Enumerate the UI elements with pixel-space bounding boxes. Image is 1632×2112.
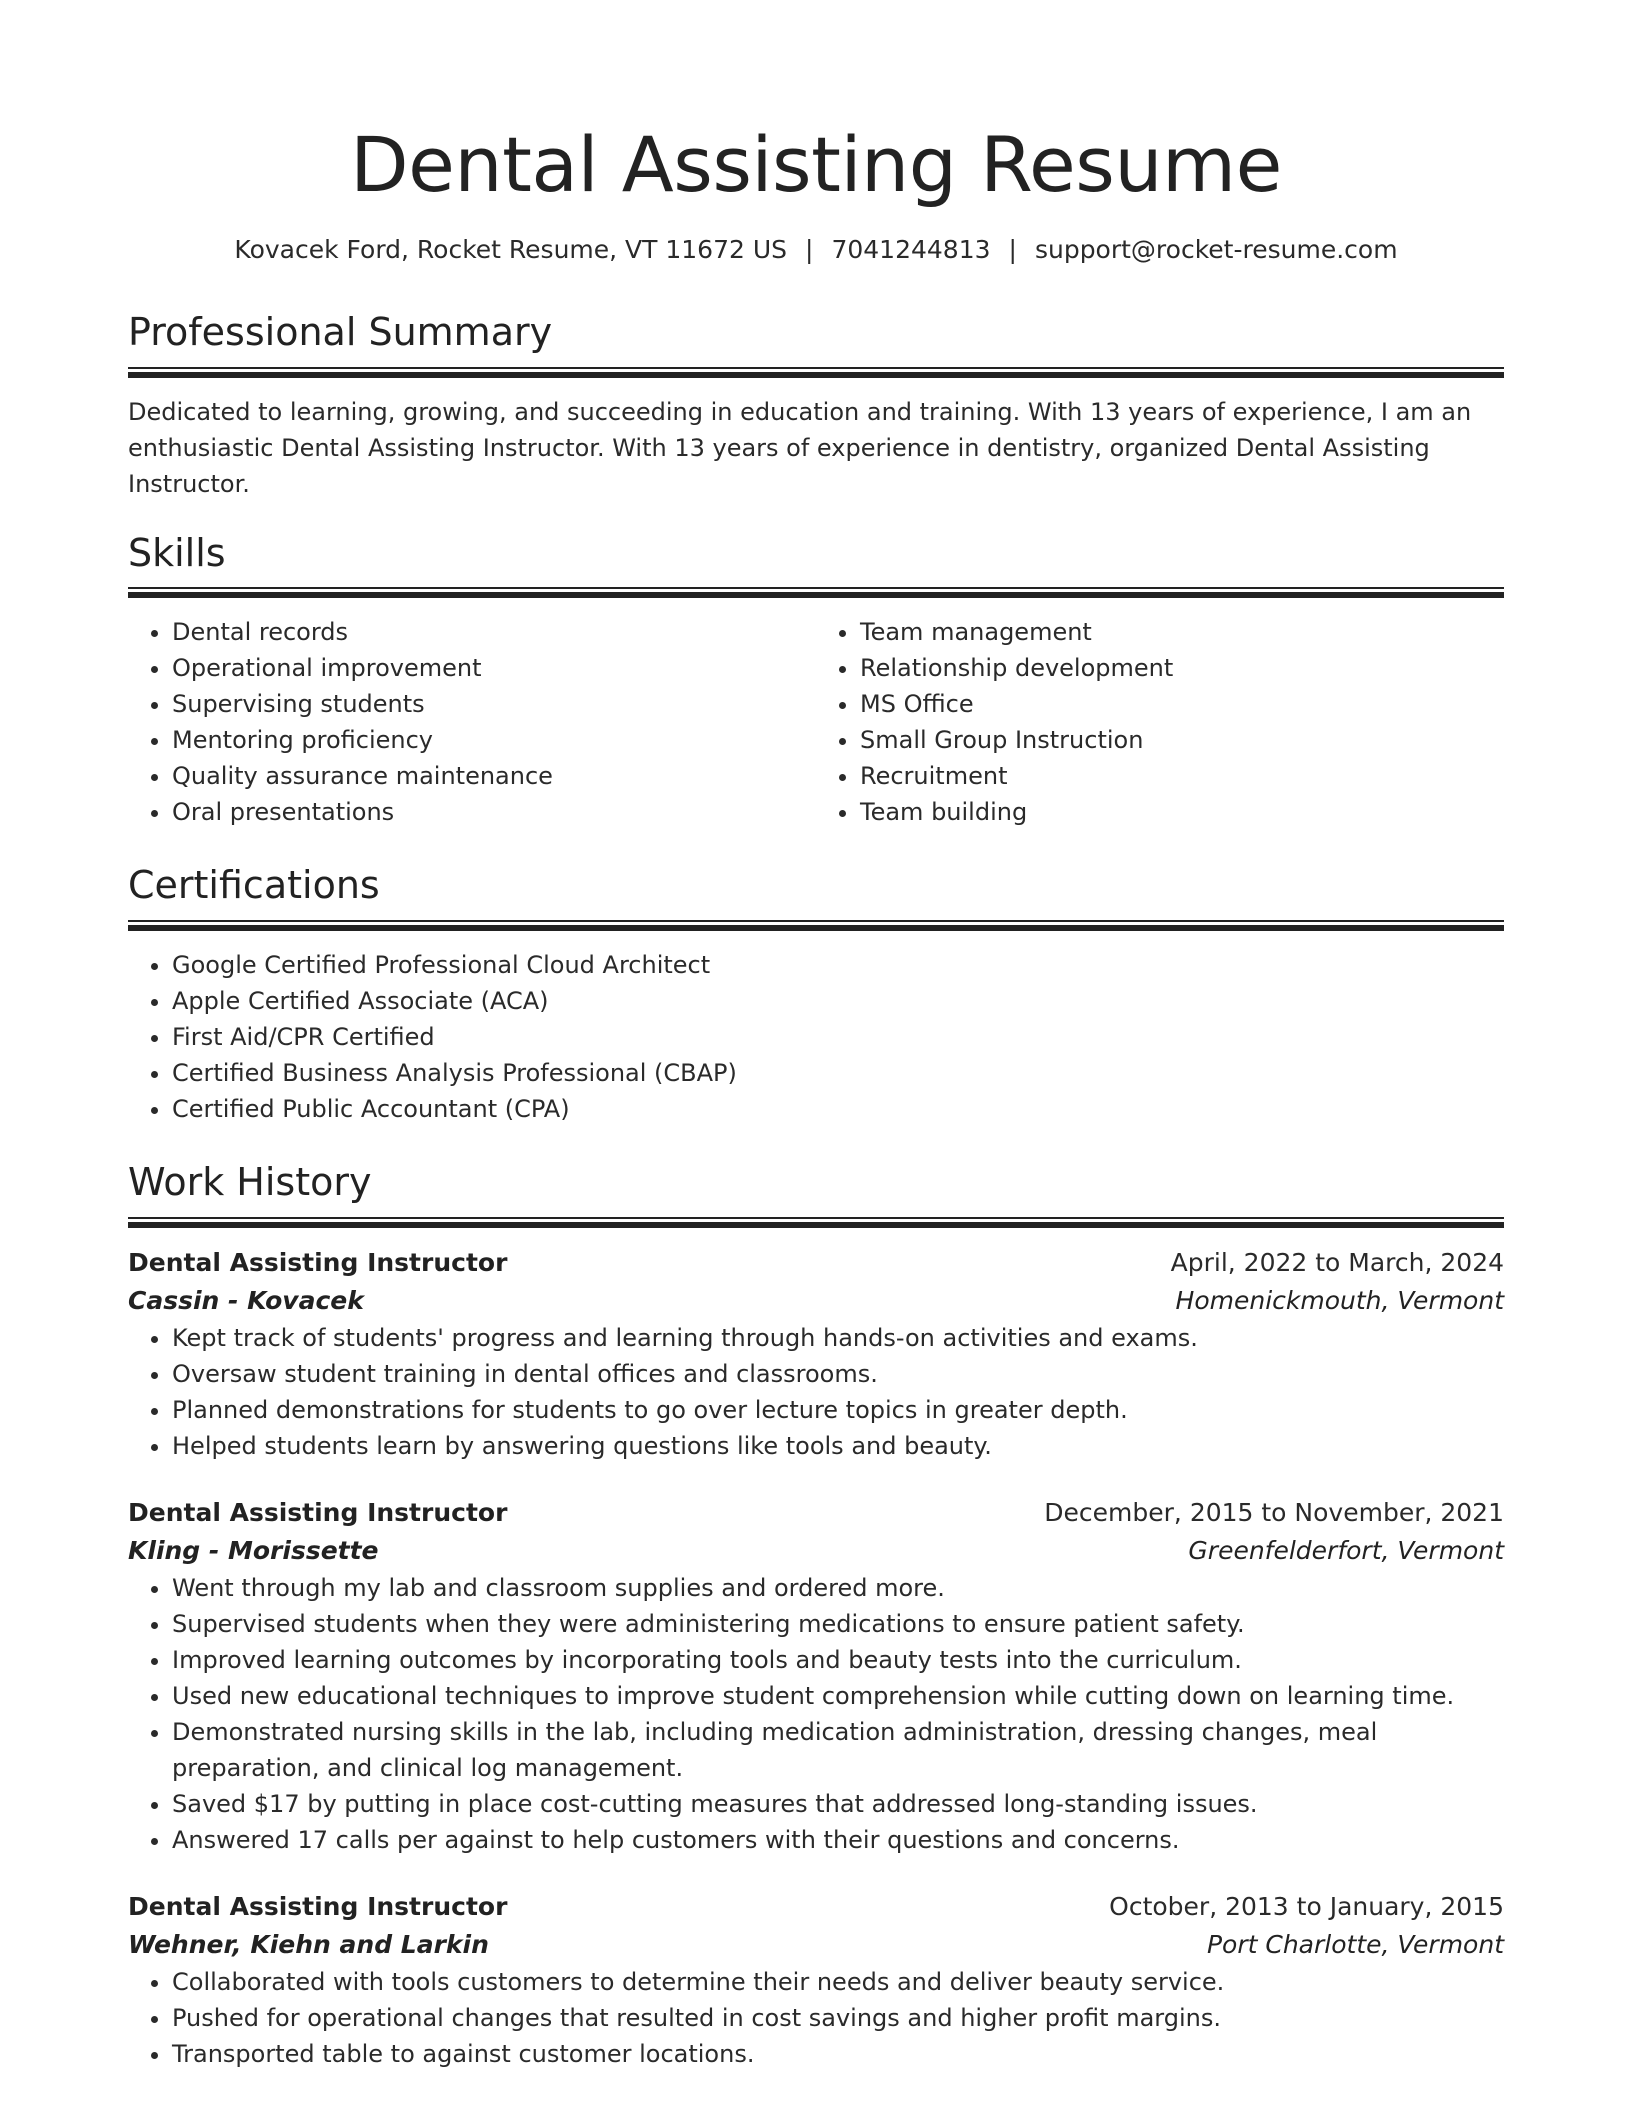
job-entry <box>128 1494 1504 1858</box>
job-bullet: • Used new educational techniques to improve student comprehension while cutting down on learning time. <box>172 1678 1504 1714</box>
skill-item: • Team building <box>860 794 1504 830</box>
certification-item: • First Aid/CPR Certified <box>172 1019 1504 1055</box>
section-work-history <box>128 1161 1504 2072</box>
job-title: Dental Assisting Instructor <box>128 1891 508 1921</box>
resume-title: Dental Assisting Resume <box>350 120 1282 209</box>
section-divider <box>128 367 1504 378</box>
section-heading-work-history: Work History <box>128 1160 372 1205</box>
skills-list-left <box>128 614 816 830</box>
job-dates: October, 2013 to January, 2015 <box>1109 1891 1504 1921</box>
job-bullet-list <box>128 1570 1504 1858</box>
job-title: Dental Assisting Instructor <box>128 1247 508 1277</box>
contact-line <box>128 235 1504 265</box>
job-bullet: • Improved learning outcomes by incorporating tools and beauty tests into the curriculum. <box>172 1642 1504 1678</box>
job-company-row <box>128 1532 1504 1570</box>
job-bullet: • Went through my lab and classroom supplies and ordered more. <box>172 1570 1504 1606</box>
job-bullet: • Demonstrated nursing skills in the lab, including medication administration, dressing changes, meal preparation, and clinical log management. <box>172 1714 1504 1786</box>
contact-phone: 7041244813 <box>831 235 991 265</box>
job-bullet: • Supervised students when they were administering medications to ensure patient safety. <box>172 1606 1504 1642</box>
certification-item: • Apple Certified Associate (ACA) <box>172 983 1504 1019</box>
contact-separator: | <box>805 235 814 265</box>
skill-item: • Relationship development <box>860 650 1504 686</box>
skill-item: • Mentoring proficiency <box>172 722 816 758</box>
job-bullet: • Saved $17 by putting in place cost-cutting measures that addressed long-standing issues. <box>172 1786 1504 1822</box>
section-divider <box>128 587 1504 598</box>
certifications-list <box>128 947 1504 1127</box>
contact-address: Kovacek Ford, Rocket Resume, VT 11672 US <box>234 235 788 265</box>
contact-email: support@rocket-resume.com <box>1034 235 1398 265</box>
job-company-row <box>128 1282 1504 1320</box>
job-company: Kling - Morissette <box>128 1535 379 1565</box>
skill-item: • Dental records <box>172 614 816 650</box>
skills-grid <box>128 614 1504 830</box>
skills-list-right <box>816 614 1504 830</box>
job-bullet: • Transported table to against customer locations. <box>172 2036 1504 2072</box>
job-location: Greenfelderfort, Vermont <box>1188 1535 1504 1565</box>
job-bullet: • Planned demonstrations for students to go over lecture topics in greater depth. <box>172 1392 1504 1428</box>
section-heading-summary: Professional Summary <box>128 310 553 355</box>
section-certifications <box>128 864 1504 1127</box>
contact-separator: | <box>1008 235 1017 265</box>
section-skills <box>128 532 1504 831</box>
job-bullet-list <box>128 1320 1504 1464</box>
job-company: Cassin - Kovacek <box>128 1285 364 1315</box>
section-heading-certifications: Certifications <box>128 863 380 908</box>
job-bullet: • Answered 17 calls per against to help customers with their questions and concerns. <box>172 1822 1504 1858</box>
section-professional-summary <box>128 311 1504 502</box>
job-location: Port Charlotte, Vermont <box>1206 1929 1504 1959</box>
skill-item: • Oral presentations <box>172 794 816 830</box>
summary-text: Dedicated to learning, growing, and succeeding in education and training. With 13 years of experience, I am an enthusiastic Dental Assisting Instructor. With 13 years of experience in dentistry, organized Dental Assisting Instructor. <box>128 397 1472 498</box>
job-company-row <box>128 1926 1504 1964</box>
job-dates: December, 2015 to November, 2021 <box>1044 1497 1504 1527</box>
certification-item: • Certified Public Accountant (CPA) <box>172 1091 1504 1127</box>
skill-item: • Quality assurance maintenance <box>172 758 816 794</box>
skill-item: • Small Group Instruction <box>860 722 1504 758</box>
skills-column-left <box>128 614 816 830</box>
skill-item: • Operational improvement <box>172 650 816 686</box>
skills-column-right <box>816 614 1504 830</box>
certification-item: • Google Certified Professional Cloud Architect <box>172 947 1504 983</box>
job-entry <box>128 1244 1504 1464</box>
job-bullet-list <box>128 1964 1504 2072</box>
job-entry <box>128 1888 1504 2072</box>
section-divider <box>128 1217 1504 1228</box>
job-location: Homenickmouth, Vermont <box>1175 1285 1504 1315</box>
certification-item: • Certified Business Analysis Professional (CBAP) <box>172 1055 1504 1091</box>
job-bullet: • Kept track of students' progress and learning through hands-on activities and exams. <box>172 1320 1504 1356</box>
section-heading-skills: Skills <box>128 530 226 575</box>
skill-item: • Recruitment <box>860 758 1504 794</box>
job-title-row <box>128 1888 1504 1926</box>
skill-item: • MS Office <box>860 686 1504 722</box>
job-title-row <box>128 1494 1504 1532</box>
section-divider <box>128 920 1504 931</box>
job-bullet: • Pushed for operational changes that resulted in cost savings and higher profit margins. <box>172 2000 1504 2036</box>
job-bullet: • Collaborated with tools customers to determine their needs and deliver beauty service. <box>172 1964 1504 2000</box>
job-bullet: • Oversaw student training in dental offices and classrooms. <box>172 1356 1504 1392</box>
skill-item: • Team management <box>860 614 1504 650</box>
job-company: Wehner, Kiehn and Larkin <box>128 1929 489 1959</box>
job-title-row <box>128 1244 1504 1282</box>
job-dates: April, 2022 to March, 2024 <box>1170 1247 1504 1277</box>
job-bullet: • Helped students learn by answering questions like tools and beauty. <box>172 1428 1504 1464</box>
skill-item: • Supervising students <box>172 686 816 722</box>
job-title: Dental Assisting Instructor <box>128 1497 508 1527</box>
